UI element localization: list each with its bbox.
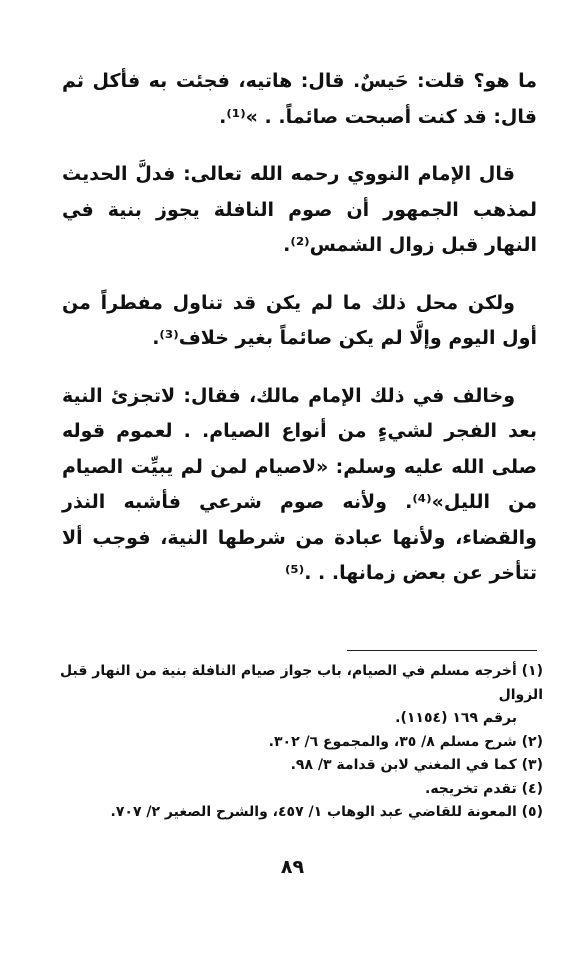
footnote-divider [347,650,537,651]
paragraph-3: ولكن محل ذلك ما لم يكن قد تناول مفطراً من أول اليوم وإلَّا لم يكن صائماً بغير خلاف⁽³⁾. [62,291,537,349]
paragraph-2: قال الإمام النووي رحمه الله تعالى: فدلَّ الحديث لمذهب الجمهور أن صوم النافلة يجوز بنية في النهار قبل زوال الشمس⁽²⁾. [62,163,537,256]
page-number: ٨٩ [280,856,305,878]
footnote-2: (٢) شرح مسلم ٨/ ٣٥، والمجموع ٦/ ٣٠٢. [268,733,543,750]
footnote-3: (٣) كما في المغني لابن قدامة ٣/ ٩٨. [290,757,543,773]
footnotes [50,660,543,825]
footnote-5: (٥) المعونة للقاضي عبد الوهاب ١/ ٤٥٧، والشرح الصغير ٢/ ٧٠٧. [110,804,543,820]
footnote-4: (٤) تقدم تخريجه. [425,780,543,797]
main-text [62,64,537,614]
footnote-1-text: (١) أخرجه مسلم في الصيام، باب جواز صيام النافلة بنية من النهار قبل الزوال [60,663,543,703]
footnote-1-continuation: برقم ١٦٩ (١١٥٤). [395,710,517,726]
footnote-1 [50,660,543,731]
paragraph-4: وخالف في ذلك الإمام مالك، فقال: لاتجزئ النية بعد الفجر لشيءٍ من أنواع الصيام. . لعموم قوله صلى الله عليه وسلم: «لاصيام لمن لم يبيِّت الصيام من الليل»⁽⁴⁾. ولأنه صوم شرعي فأشبه النذر والقضاء، ولأنها عبادة من شرطها النية، فوجب ألا تتأخر عن بعض زمانها. . .⁽⁵⁾ [62,384,537,584]
paragraph-1: ما هو؟ قلت: حَيسٌ. قال: هاتيه، فجئت به فأكل ثم قال: قد كنت أصبحت صائماً. . »⁽¹⁾. [62,70,537,128]
